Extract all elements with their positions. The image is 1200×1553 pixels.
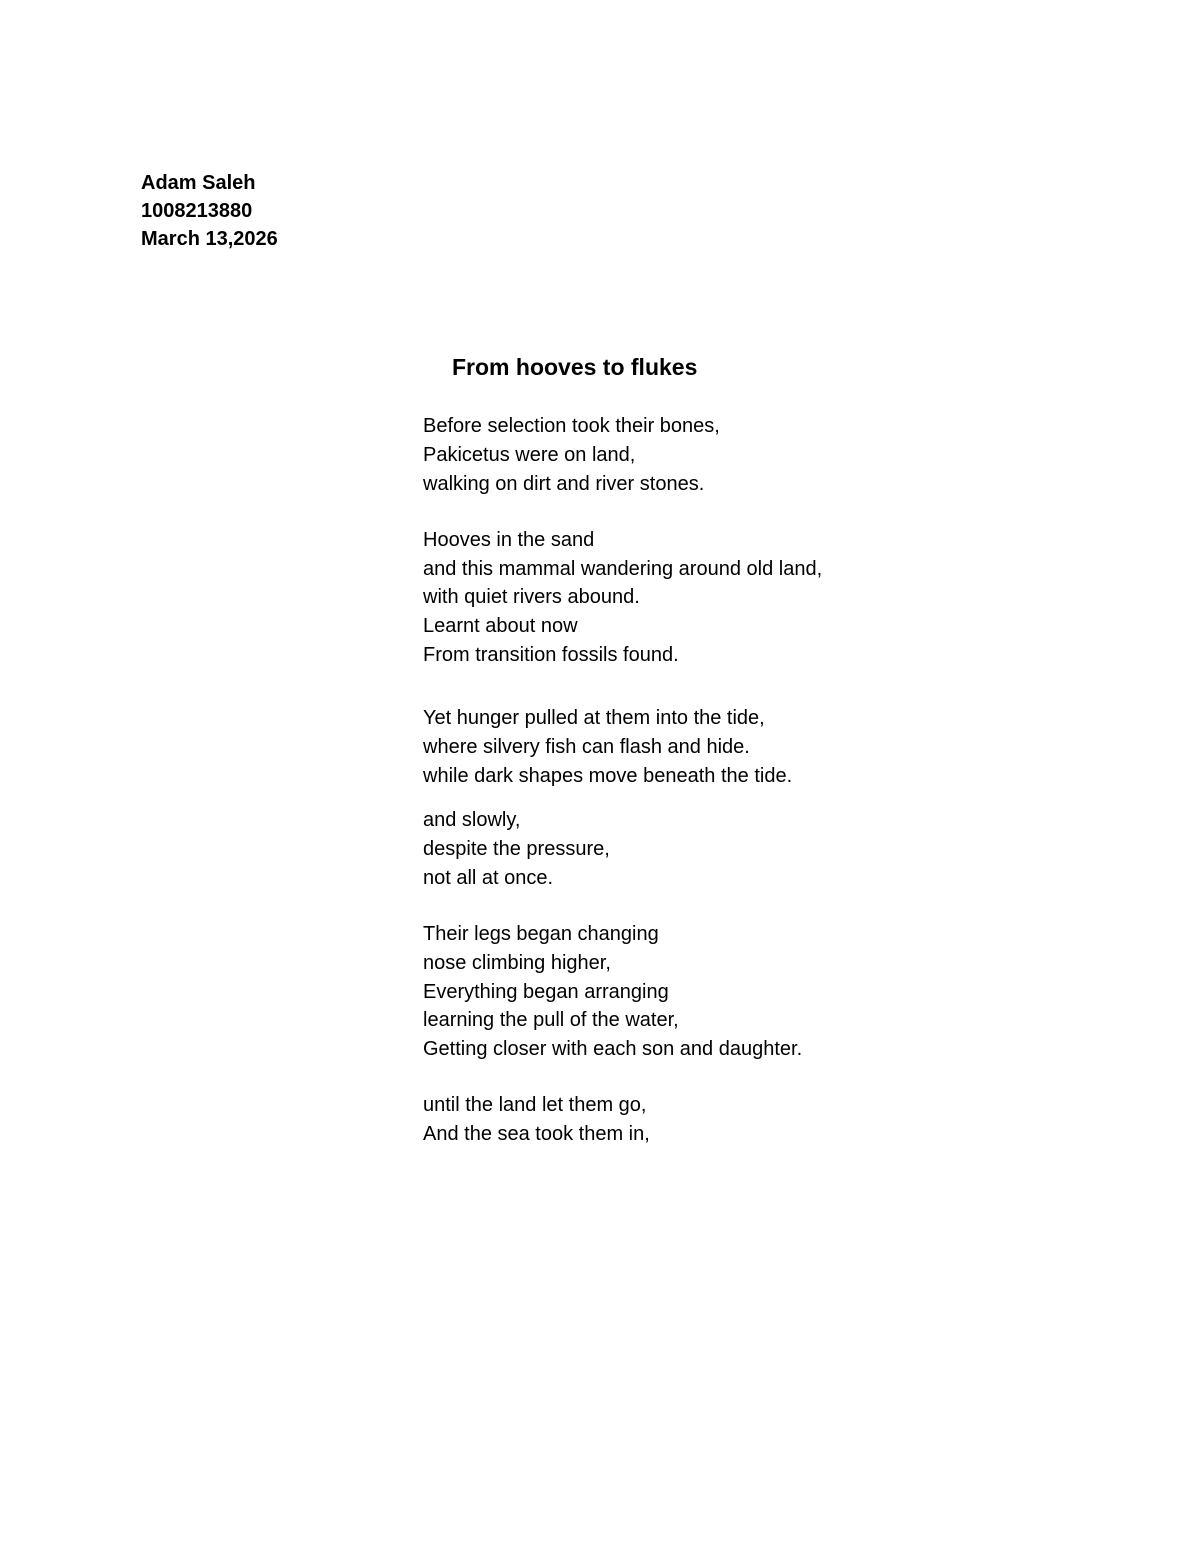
poem-line: From transition fossils found. — [423, 644, 679, 666]
poem-line: with quiet rivers abound. — [423, 586, 640, 608]
poem-line: while dark shapes move beneath the tide. — [423, 765, 793, 787]
poem-line: And the sea took them in, — [423, 1123, 650, 1145]
poem-line: walking on dirt and river stones. — [423, 473, 705, 495]
poem-line: Before selection took their bones, — [423, 415, 720, 437]
poem-line: and this mammal wandering around old land, — [423, 558, 823, 580]
poem-line: where silvery fish can flash and hide. — [423, 736, 750, 758]
poem-line: Learnt about now — [423, 615, 578, 637]
poem-line: Hooves in the sand — [423, 529, 595, 551]
poem-line: learning the pull of the water, — [423, 1009, 679, 1031]
poem-line: nose climbing higher, — [423, 952, 611, 974]
date: March 13,2026 — [141, 228, 278, 250]
author-name: Adam Saleh — [141, 172, 256, 194]
poem-line: not all at once. — [423, 867, 554, 889]
poem-line: Everything began arranging — [423, 981, 669, 1003]
poem-line: Getting closer with each son and daughter. — [423, 1038, 803, 1060]
poem-line: Yet hunger pulled at them into the tide, — [423, 707, 765, 729]
poem-line: Pakicetus were on land, — [423, 444, 636, 466]
author-header — [141, 169, 278, 253]
student-number: 1008213880 — [141, 200, 253, 222]
poem-line: until the land let them go, — [423, 1094, 647, 1116]
poem-line: and slowly, — [423, 809, 521, 831]
poem-title: From hooves to flukes — [452, 354, 698, 380]
poem-line: Their legs began changing — [423, 923, 659, 945]
poem-line: despite the pressure, — [423, 838, 610, 860]
